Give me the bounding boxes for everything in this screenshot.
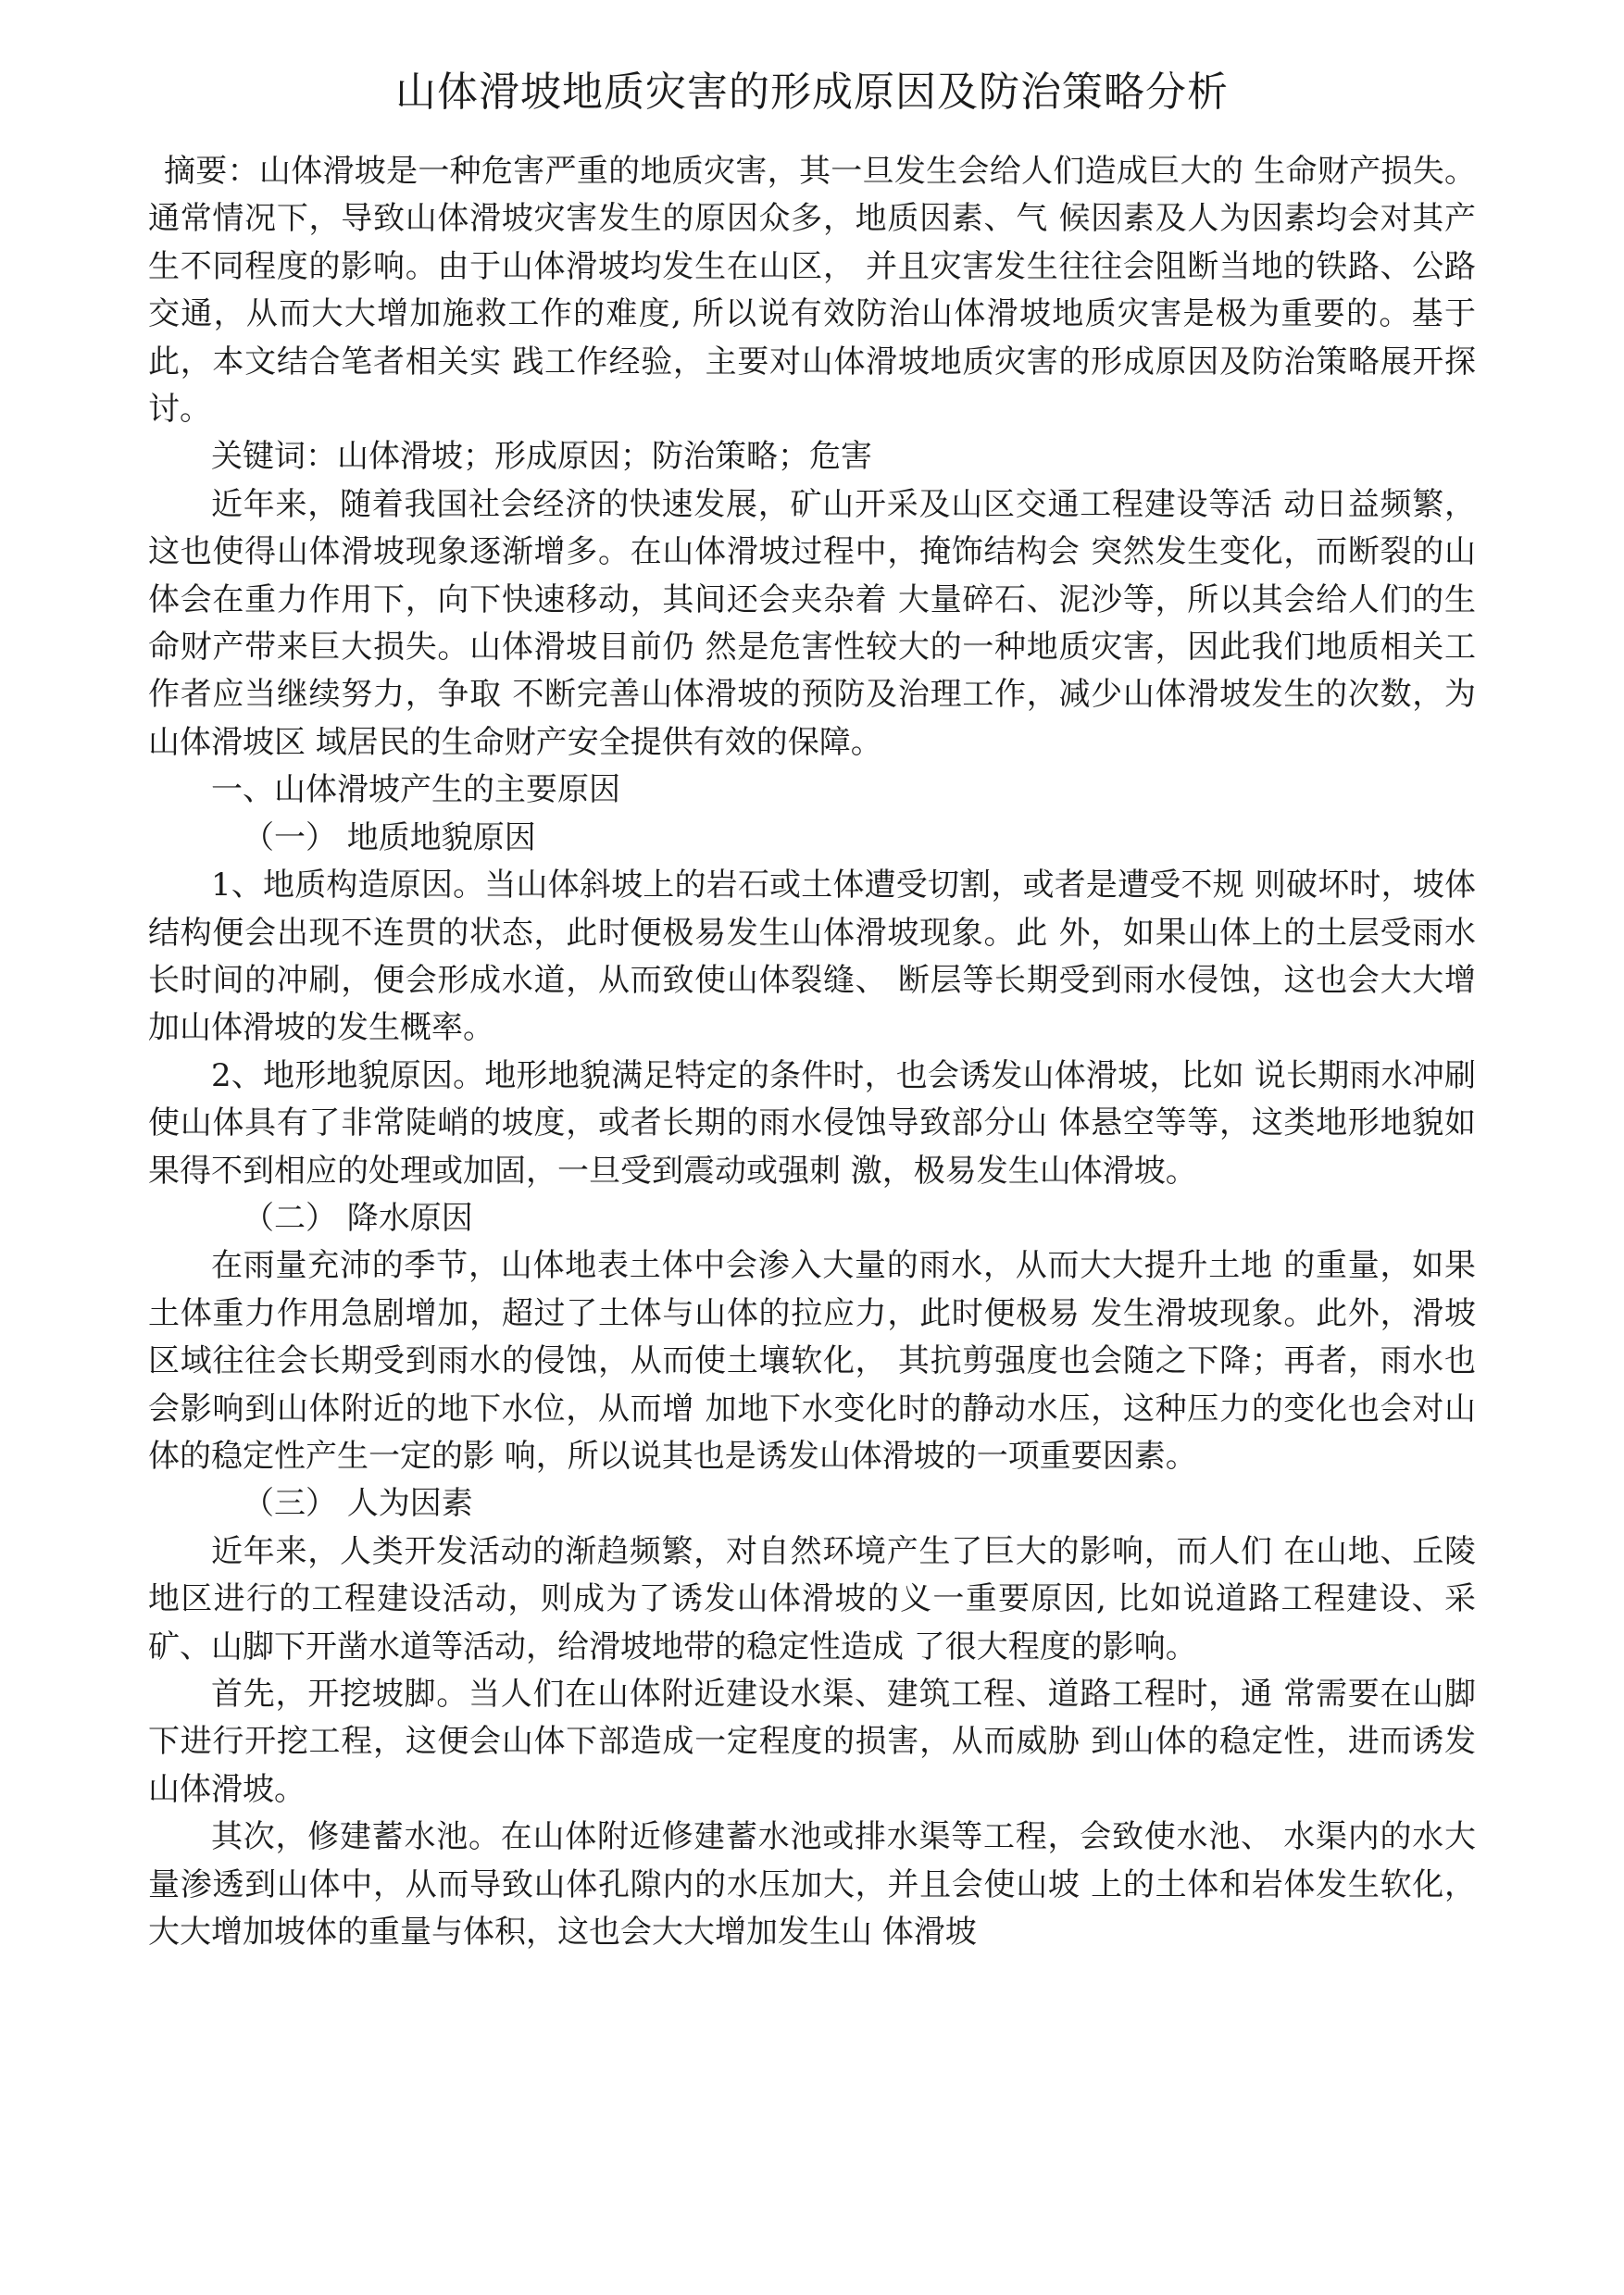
paragraph-excavation: 首先，开挖坡脚。当人们在山体附近建设水渠、建筑工程、道路工程时，通 常需要在山脚下进行开挖工程，这便会山体下部造成一定程度的损害，从而威胁 到山体的稳定性，进而诱发山体滑坡。: [148, 1676, 1476, 1808]
keywords-line: 关键词：山体滑坡；形成原因；防治策略；危害: [211, 438, 872, 476]
paragraph-precipitation: 在雨量充沛的季节，山体地表土体中会渗入大量的雨水，从而大大提升土地 的重量，如果土体重力作用急剧增加，超过了土体与山体的拉应力，此时便极易 发生滑坡现象。此外，滑坡区域往往会长期受到雨水的侵蚀，从而使土壤软化， 其抗剪强度也会随之下降；再者，雨水也会影响到山体附近的地下水位，从而增 加地下水变化时的静动水压，这种压力的变化也会对山体的稳定性产生一定的影 响，所以说其也是诱发山体滑坡的一项重要因素。: [148, 1247, 1476, 1475]
document-page: [148, 56, 1476, 1956]
subsection-heading-human-factors: （三） 人为因素: [243, 1485, 473, 1523]
paragraph-human-activity: 近年来，人类开发活动的渐趋频繁，对自然环境产生了巨大的影响，而人们 在山地、丘陵地区进行的工程建设活动，则成为了诱发山体滑坡的义一重要原因, 比如说道路工程建设、采矿、山脚下开凿水道等活动，给滑坡地带的稳定性造成 了很大程度的影响。: [148, 1532, 1476, 1665]
intro-paragraph: 近年来，随着我国社会经济的快速发展，矿山开采及山区交通工程建设等活 动日益频繁，这也使得山体滑坡现象逐渐增多。在山体滑坡过程中，掩饰结构会 突然发生变化，而断裂的山体会在重力作用下，向下快速移动，其间还会夹杂着 大量碎石、泥沙等，所以其会给人们的生命财产带来巨大损失。山体滑坡目前仍 然是危害性较大的一种地质灾害，因此我们地质相关工作者应当继续努力，争取 不断完善山体滑坡的预防及治理工作，减少山体滑坡发生的次数，为山体滑坡区 域居民的生命财产安全提供有效的保障。: [148, 485, 1476, 761]
paragraph-terrain: 2、地形地貌原因。地形地貌满足特定的条件时，也会诱发山体滑坡，比如 说长期雨水冲刷使山体具有了非常陡峭的坡度，或者长期的雨水侵蚀导致部分山 体悬空等等，这类地形地貌如果得不到相应的处理或加固，一旦受到震动或强刺 激，极易发生山体滑坡。: [148, 1056, 1476, 1190]
paragraph-geological-structure: 1、地质构造原因。当山体斜坡上的岩石或土体遭受切割，或者是遭受不规 则破坏时，坡体结构便会出现不连贯的状态，此时便极易发生山体滑坡现象。此 外，如果山体上的土层受雨水长时间的冲刷，便会形成水道，从而致使山体裂缝、 断层等长期受到雨水侵蚀，这也会大大增加山体滑坡的发生概率。: [148, 867, 1476, 1047]
document-title: 山体滑坡地质灾害的形成原因及防治策略分析: [395, 69, 1229, 116]
paragraph-reservoir: 其次，修建蓄水池。在山体附近修建蓄水池或排水渠等工程，会致使水池、 水渠内的水大量渗透到山体中，从而导致山体孔隙内的水压加大，并且会使山坡 上的土体和岩体发生软化，大大增加坡体的重量与体积，这也会大大增加发生山 体滑坡: [148, 1818, 1476, 1952]
abstract-paragraph: 摘要：山体滑坡是一种危害严重的地质灾害，其一旦发生会给人们造成巨大的 生命财产损失。通常情况下，导致山体滑坡灾害发生的原因众多，地质因素、气 候因素及人为因素均会对其产生不同程度的影响。由于山体滑坡均发生在山区， 并且灾害发生往往会阻断当地的铁路、公路交通，从而大大增加施救工作的难度, 所以说有效防治山体滑坡地质灾害是极为重要的。基于此，本文结合笔者相关实 践工作经验，主要对山体滑坡地质灾害的形成原因及防治策略展开探讨。: [148, 153, 1476, 429]
section-heading-causes: 一、山体滑坡产生的主要原因: [211, 771, 620, 809]
subsection-heading-geology: （一） 地质地貌原因: [243, 818, 536, 856]
subsection-heading-precipitation: （二） 降水原因: [243, 1199, 473, 1237]
